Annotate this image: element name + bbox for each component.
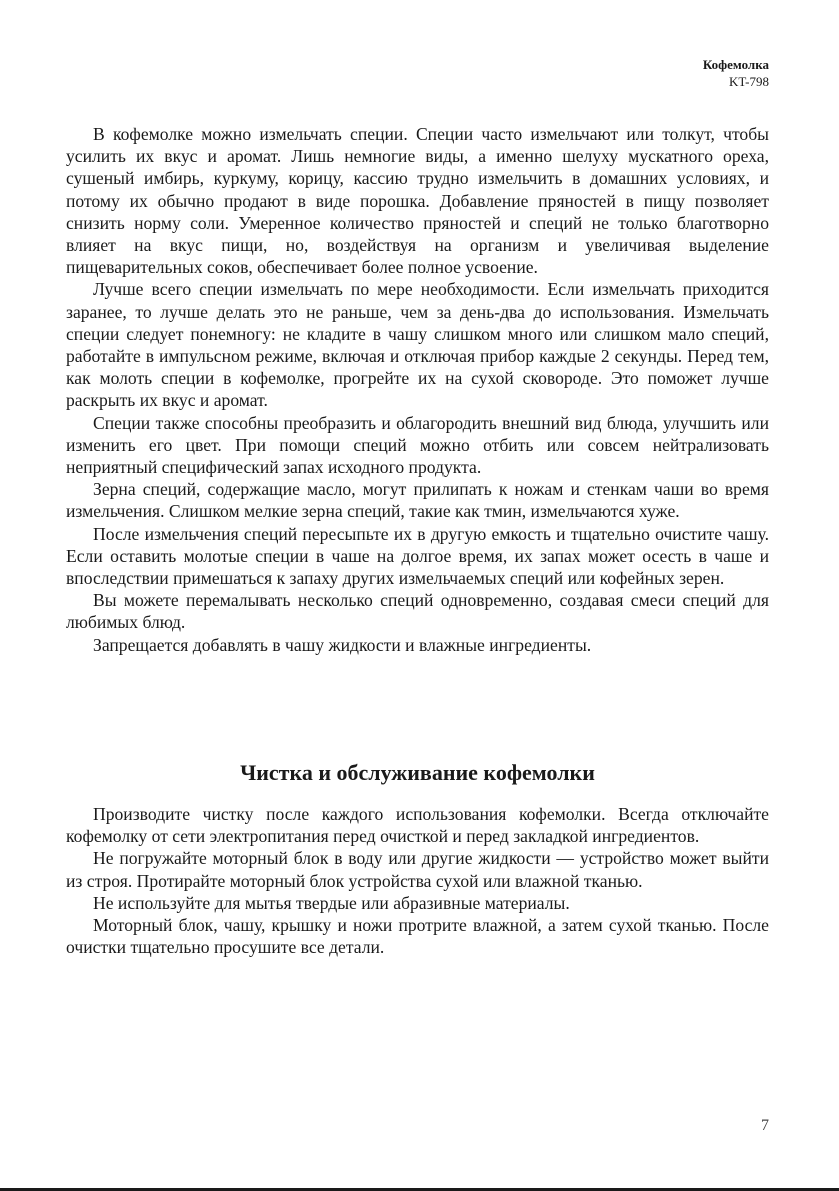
paragraph: Вы можете перемалывать несколько специй одновременно, создавая смеси специй для любимых блюд. bbox=[66, 590, 769, 633]
header-product-name: Кофемолка bbox=[702, 57, 769, 72]
paragraph: Не погружайте моторный блок в воду или другие жидкости — устройство может выйти из строя. Протирайте моторный блок устройства сухой или влажной тканью. bbox=[66, 848, 769, 891]
header-model-number: KT-798 bbox=[729, 74, 769, 89]
paragraph: Специи также способны преобразить и облагородить внешний вид блюда, улучшить или изменить его цвет. При помощи специй можно отбить или совсем нейтрализовать неприятный специфический запах исходного продукта. bbox=[66, 412, 769, 478]
paragraph: В кофемолке можно измельчать специи. Специи часто измельчают или толкут, чтобы усилить их вкус и аромат. Лишь немногие виды, а именно шелуху мускатного ореха, сушеный имбирь, куркуму, корицу, кассию трудно измельчить в домашних условиях, и потому их обычно продают в виде порошка. Добавление пряностей в пищу позволяет снизить норму соли. Умеренное количество пряностей и специй не только благотворно влияет на вкус пищи, но, воздействуя на организм и увеличивая выделение пищеварительных соков, обеспечивает более полное усвоение. bbox=[66, 124, 769, 278]
spices-section bbox=[66, 123, 769, 656]
paragraph: Зерна специй, содержащие масло, могут прилипать к ножам и стенкам чаши во время измельчения. Слишком мелкие зерна специй, такие как тмин, измельчаются хуже. bbox=[66, 479, 769, 522]
paragraph: Моторный блок, чашу, крышку и ножи протрите влажной, а затем сухой тканью. После очистки тщательно просушите все детали. bbox=[66, 915, 769, 958]
paragraph: Не используйте для мытья твердые или абразивные материалы. bbox=[93, 892, 570, 913]
paragraph: Запрещается добавлять в чашу жидкости и влажные ингредиенты. bbox=[93, 634, 592, 655]
paragraph: После измельчения специй пересыпьте их в другую емкость и тщательно очистите чашу. Если оставить молотые специи в чаше на долгое время, их запах может осесть в чаше и впоследствии примешаться к запаху других измельчаемых специй или кофейных зерен. bbox=[66, 523, 769, 589]
section-heading: Чистка и обслуживание кофемолки bbox=[240, 760, 595, 785]
page-header bbox=[703, 56, 769, 90]
page-number: 7 bbox=[761, 1117, 769, 1134]
cleaning-section bbox=[66, 803, 769, 958]
paragraph: Лучше всего специи измельчать по мере необходимости. Если измельчать приходится заранее, то лучше делать это не раньше, чем за день-два до использования. Измельчать специи следует понемногу: не кладите в чашу слишком много или слишком мало специй, работайте в импульсном режиме, включая и отключая прибор каждые 2 секунды. Перед тем, как молоть специи в кофемолке, прогрейте их на сухой сковороде. Это поможет лучше раскрыть их вкус и аромат. bbox=[66, 279, 769, 411]
paragraph: Производите чистку после каждого использования кофемолки. Всегда отключайте кофемолку от сети электропитания перед очисткой и перед закладкой ингредиентов. bbox=[66, 804, 769, 847]
